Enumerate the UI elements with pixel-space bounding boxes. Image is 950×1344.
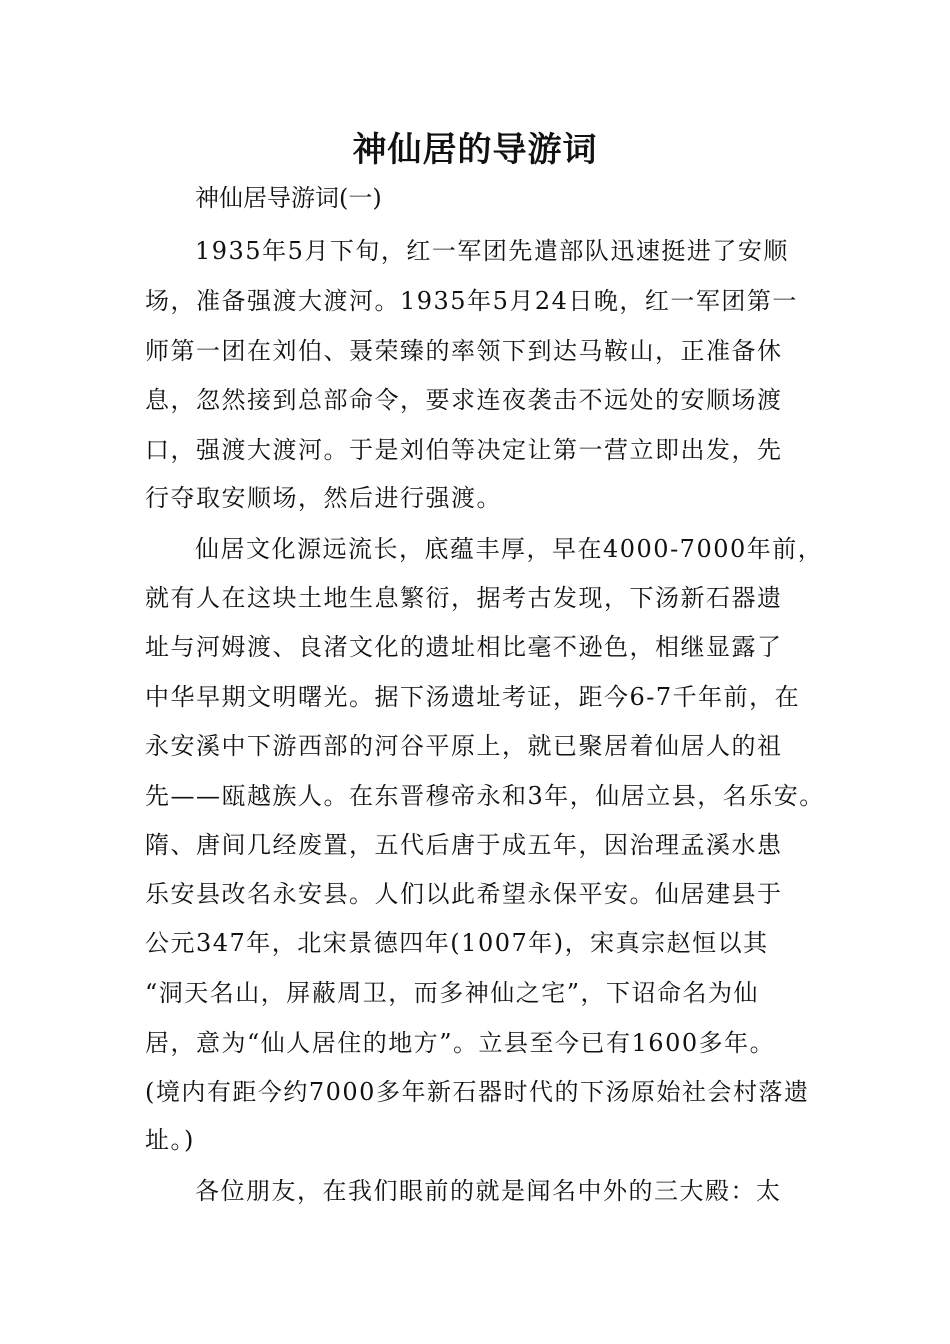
paragraph-line: 隋、唐间几经废置，五代后唐于成五年，因治理孟溪水患 <box>145 831 783 859</box>
document-title: 神仙居的导游词 <box>352 130 598 170</box>
paragraph-line: 场，准备强渡大渡河。1935年5月24日晚，红一军团第一 <box>145 287 798 315</box>
paragraph-line: 各位朋友，在我们眼前的就是闻名中外的三大殿：太 <box>195 1177 782 1205</box>
paragraph-line: “洞天名山，屏蔽周卫，而多神仙之宅”，下诏命名为仙 <box>145 979 760 1007</box>
paragraph-line: 中华早期文明曙光。据下汤遗址考证，距今6-7千年前，在 <box>145 683 801 711</box>
paragraph-line: 公元347年，北宋景德四年(1007年)，宋真宗赵恒以其 <box>145 929 769 957</box>
paragraph-line: 师第一团在刘伯、聂荣臻的率领下到达马鞍山，正准备休 <box>145 337 783 365</box>
paragraph-line: 先——瓯越族人。在东晋穆帝永和3年，仙居立县，名乐安。 <box>145 782 825 810</box>
paragraph-line: 址与河姆渡、良渚文化的遗址相比毫不逊色，相继显露了 <box>145 633 783 661</box>
paragraph-line: 行夺取安顺场，然后进行强渡。 <box>145 484 502 512</box>
paragraph-line: 居，意为“仙人居住的地方”。立县至今已有1600多年。 <box>145 1029 776 1057</box>
paragraph-line: 永安溪中下游西部的河谷平原上，就已聚居着仙居人的祖 <box>145 732 783 760</box>
paragraph-line: 息，忽然接到总部命令，要求连夜袭击不远处的安顺场渡 <box>145 386 783 414</box>
paragraph-line: 乐安县改名永安县。人们以此希望永保平安。仙居建县于 <box>145 880 783 908</box>
paragraph-line: 口，强渡大渡河。于是刘伯等决定让第一营立即出发，先 <box>145 436 783 464</box>
paragraph-line: 就有人在这块土地生息繁衍，据考古发现，下汤新石器遗 <box>145 584 783 612</box>
paragraph-line: 址。) <box>145 1126 195 1154</box>
paragraph-line: (境内有距今约7000多年新石器时代的下汤原始社会村落遗 <box>145 1078 810 1106</box>
paragraph-line: 仙居文化源远流长，底蕴丰厚，早在4000-7000年前， <box>195 535 824 563</box>
document-subtitle: 神仙居导游词(一) <box>195 184 382 212</box>
paragraph-line: 1935年5月下旬，红一军团先遣部队迅速挺进了安顺 <box>195 237 789 265</box>
